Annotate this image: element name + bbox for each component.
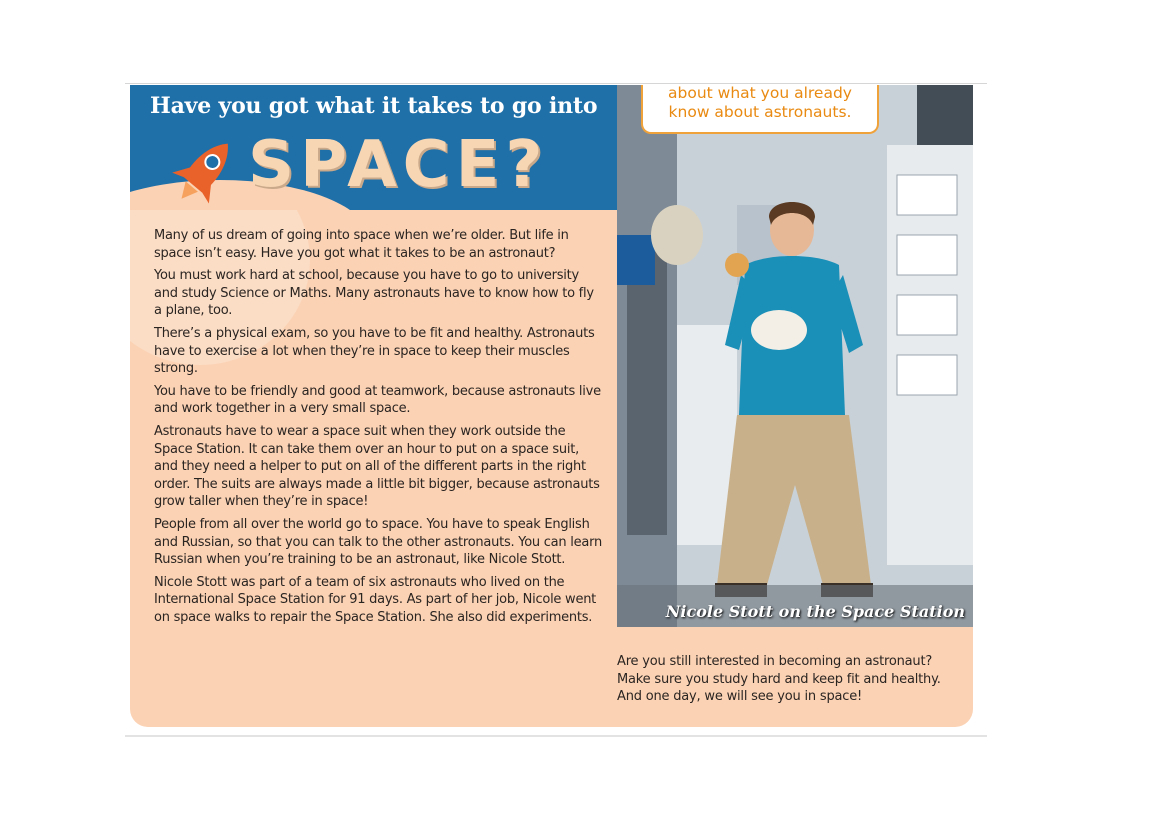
bottom-divider <box>125 735 987 737</box>
closing-text: Are you still interested in becoming an astronaut? Make sure you study hard and keep fit and healthy. And one day, we will see you in space! <box>617 654 941 705</box>
closing-paragraph <box>617 653 967 706</box>
paragraph: People from all over the world go to space. You have to speak English and Russian, so that you can talk to the other astronauts. You can learn Russian when you’re training to be an astronaut, like Nicole Stott. <box>154 516 602 568</box>
top-divider <box>125 83 987 84</box>
paragraph: You must work hard at school, because you have to go to university and study Science or Maths. Many astronauts have to know how to fly a plane, too. <box>154 268 594 319</box>
paragraph: Nicole Stott was part of a team of six astronauts who lived on the International Space Station for 91 days. As part of her job, Nicole went on space walks to repair the Space Station. She also did experiments. <box>154 574 597 625</box>
article-page <box>130 85 973 727</box>
photo-caption: Nicole Stott on the Space Station <box>665 602 965 621</box>
paragraph: Astronauts have to wear a space suit when they work outside the Space Station. It can take them over an hour to put on a space suit, and they need a helper to put on all of the different parts in the right order. The suits are always made a little bit bigger, because astronauts grow taller when they’re in space! <box>154 423 600 510</box>
astronaut-photo <box>617 85 973 627</box>
rocket-icon <box>158 131 250 210</box>
callout-line: about what you already <box>668 85 852 102</box>
paragraph: Many of us dream of going into space when we’re older. But life in space isn’t easy. Have you got what it takes to be an astronaut? <box>154 228 569 261</box>
callout-line: know about astronauts. <box>668 103 852 121</box>
callout-box <box>641 85 879 134</box>
title-line: Have you got what it takes to go into <box>150 93 598 119</box>
article-body <box>154 227 604 631</box>
paragraph: You have to be friendly and good at teamwork, because astronauts live and work together in a very small space. <box>154 383 601 417</box>
space-headline: SPACE? <box>248 128 549 202</box>
space-station-illustration <box>617 85 973 627</box>
title-banner <box>130 85 617 210</box>
paragraph: There’s a physical exam, so you have to be fit and healthy. Astronauts have to exercise a lot when they’re in space to keep their muscles strong. <box>154 325 595 377</box>
